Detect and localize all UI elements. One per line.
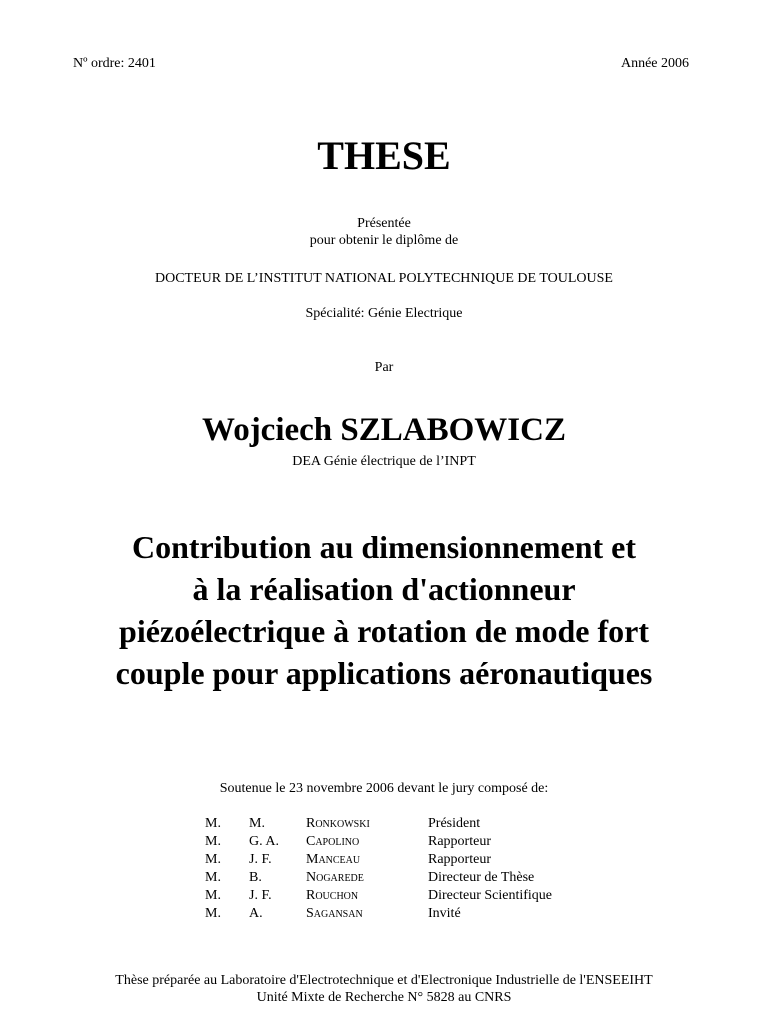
jury-title: M. [205, 906, 221, 921]
jury-initials: G. A. [249, 834, 279, 849]
speciality: Spécialité: Génie Electrique [305, 306, 463, 321]
jury-role: Rapporteur [428, 852, 491, 867]
jury-title: M. [205, 888, 221, 903]
jury-initials: B. [249, 870, 262, 885]
author-name: Wojciech SZLABOWICZ [202, 412, 566, 448]
jury-title: M. [205, 834, 221, 849]
jury-row [205, 869, 552, 887]
jury-initials: A. [249, 906, 263, 921]
jury-role: Directeur Scientifique [428, 888, 553, 903]
jury-initials: J. F. [249, 852, 272, 867]
jury-initials: M. [249, 816, 265, 831]
author-degree: DEA Génie électrique de l’INPT [292, 454, 476, 469]
order-number: Nº ordre: 2401 [73, 56, 156, 71]
laboratory-line-1: Thèse préparée au Laboratoire d'Electrotechnique et d'Electronique Industrielle de l'ENSEEIHT [115, 973, 653, 988]
jury-row [205, 887, 552, 905]
laboratory-note [0, 972, 768, 1006]
thesis-title-line-4: couple pour applications aéronautiques [115, 655, 653, 691]
document-title: THESE [317, 133, 451, 178]
jury-role: Président [428, 816, 481, 831]
jury-initials: J. F. [249, 888, 272, 903]
thesis-title-line-2: à la réalisation d'actionneur [192, 571, 576, 607]
jury-role: Directeur de Thèse [428, 870, 535, 885]
jury-name: Nogarede [306, 870, 364, 885]
thesis-title-line-1: Contribution au dimensionnement et [131, 529, 637, 565]
jury-title: M. [205, 816, 221, 831]
thesis-title [0, 526, 768, 694]
jury-table [205, 815, 552, 923]
presented-line-1: Présentée [357, 216, 411, 231]
jury-name: Rouchon [306, 888, 359, 903]
laboratory-line-2: Unité Mixte de Recherche N° 5828 au CNRS [256, 990, 512, 1005]
thesis-title-line-3: piézoélectrique à rotation de mode fort [119, 613, 649, 649]
defense-statement: Soutenue le 23 novembre 2006 devant le jury composé de: [219, 781, 549, 796]
jury-row [205, 833, 552, 851]
by-label: Par [374, 360, 394, 375]
presented-line-2: pour obtenir le diplôme de [309, 233, 459, 248]
presented-block [0, 215, 768, 249]
jury-name: Ronkowski [306, 816, 370, 831]
jury-name: Sagansan [306, 906, 363, 921]
jury-name: Manceau [306, 852, 361, 867]
year: Année 2006 [620, 56, 689, 71]
jury-role: Rapporteur [428, 834, 491, 849]
jury-row [205, 815, 552, 833]
jury-title: M. [205, 870, 221, 885]
jury-role: Invité [428, 906, 461, 921]
jury-row [205, 851, 552, 869]
degree: DOCTEUR DE L’INSTITUT NATIONAL POLYTECHNIQUE DE TOULOUSE [155, 271, 613, 286]
jury-name: Capolino [306, 834, 360, 849]
jury-title: M. [205, 852, 221, 867]
jury-row [205, 905, 552, 923]
